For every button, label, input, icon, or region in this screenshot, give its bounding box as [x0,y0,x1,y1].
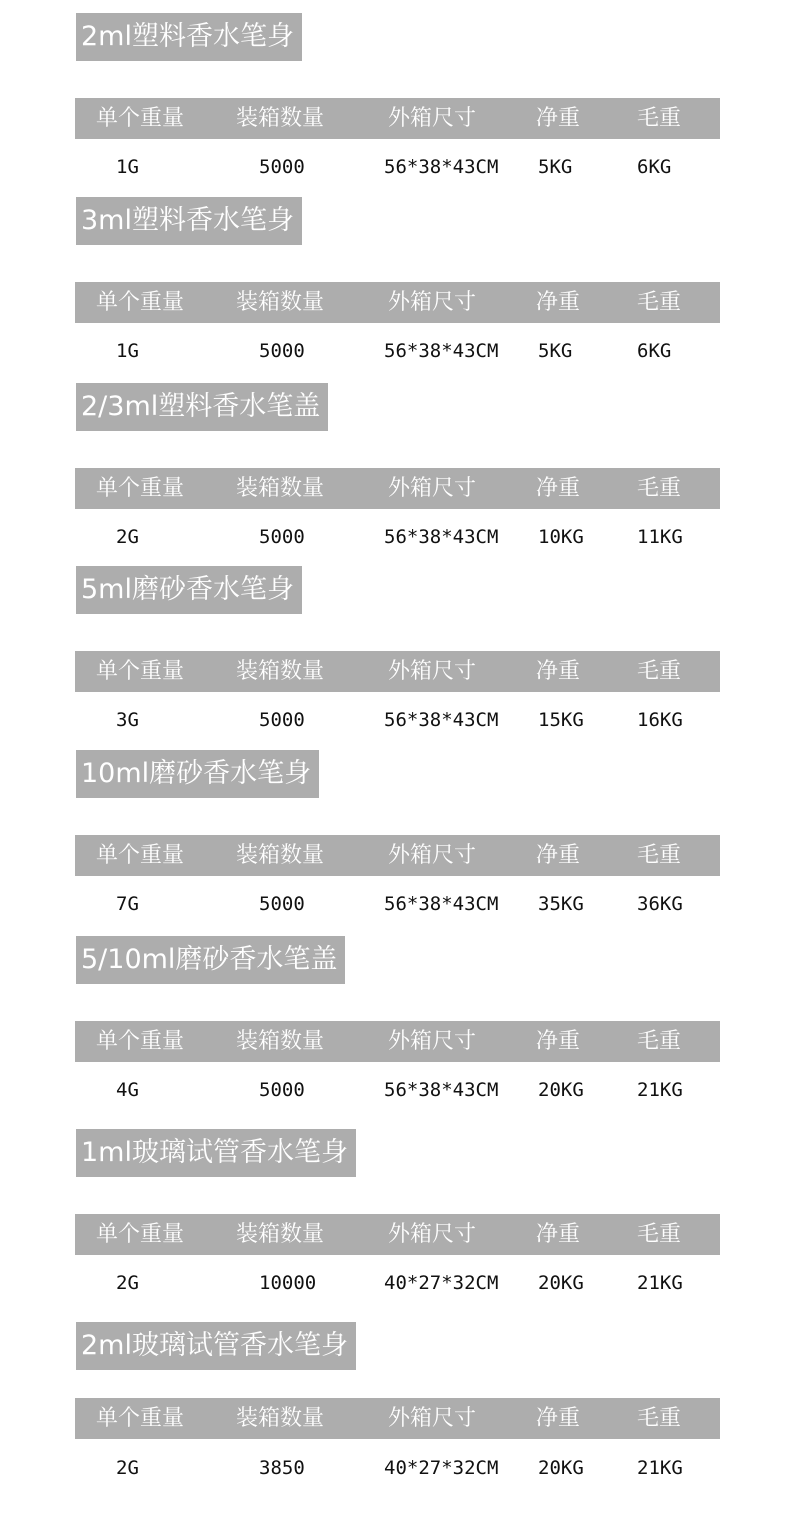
cell-box-quantity: 5000 [259,1079,305,1101]
cell-carton-size: 56*38*43CM [384,1079,499,1101]
cell-gross-weight: 21KG [637,1457,683,1479]
header-unit-weight: 单个重量 [96,1406,185,1431]
cell-net-weight: 35KG [538,893,584,915]
cell-carton-size: 40*27*32CM [384,1272,499,1294]
header-unit-weight: 单个重量 [96,476,185,501]
header-carton-size: 外箱尺寸 [388,1029,477,1054]
cell-box-quantity: 5000 [259,893,305,915]
header-carton-size: 外箱尺寸 [388,843,477,868]
cell-box-quantity: 5000 [259,709,305,731]
cell-gross-weight: 16KG [637,709,683,731]
header-box-quantity: 装箱数量 [236,106,325,131]
cell-box-quantity: 5000 [259,340,305,362]
header-net-weight: 净重 [536,1406,581,1431]
header-unit-weight: 单个重量 [96,290,185,315]
cell-net-weight: 20KG [538,1457,584,1479]
header-gross-weight: 毛重 [637,1406,682,1431]
header-box-quantity: 装箱数量 [236,290,325,315]
cell-net-weight: 15KG [538,709,584,731]
table-header-row [75,1021,720,1062]
cell-unit-weight: 7G [116,893,139,915]
header-box-quantity: 装箱数量 [236,1406,325,1431]
cell-net-weight: 10KG [538,526,584,548]
header-unit-weight: 单个重量 [96,843,185,868]
table-header-row [75,1398,720,1439]
cell-gross-weight: 36KG [637,893,683,915]
header-carton-size: 外箱尺寸 [388,106,477,131]
header-gross-weight: 毛重 [637,290,682,315]
header-gross-weight: 毛重 [637,659,682,684]
cell-carton-size: 56*38*43CM [384,340,499,362]
header-net-weight: 净重 [536,843,581,868]
table-row [75,513,720,561]
section-title: 2/3ml塑料香水笔盖 [76,383,328,431]
section-title: 5/10ml磨砂香水笔盖 [76,936,345,984]
header-box-quantity: 装箱数量 [236,1029,325,1054]
header-carton-size: 外箱尺寸 [388,659,477,684]
cell-carton-size: 56*38*43CM [384,526,499,548]
cell-carton-size: 40*27*32CM [384,1457,499,1479]
cell-carton-size: 56*38*43CM [384,893,499,915]
section-title: 10ml磨砂香水笔身 [76,750,319,798]
table-row [75,1444,720,1492]
table-row [75,1066,720,1114]
cell-box-quantity: 10000 [259,1272,317,1294]
header-gross-weight: 毛重 [637,1222,682,1247]
cell-net-weight: 5KG [538,156,573,178]
cell-unit-weight: 2G [116,1272,139,1294]
cell-net-weight: 20KG [538,1079,584,1101]
header-net-weight: 净重 [536,106,581,131]
header-unit-weight: 单个重量 [96,1029,185,1054]
cell-net-weight: 5KG [538,340,573,362]
table-header-row [75,468,720,509]
header-gross-weight: 毛重 [637,1029,682,1054]
cell-box-quantity: 3850 [259,1457,305,1479]
section-title: 3ml塑料香水笔身 [76,197,302,245]
table-header-row [75,651,720,692]
cell-gross-weight: 11KG [637,526,683,548]
header-box-quantity: 装箱数量 [236,659,325,684]
header-carton-size: 外箱尺寸 [388,476,477,501]
cell-unit-weight: 4G [116,1079,139,1101]
header-gross-weight: 毛重 [637,476,682,501]
cell-unit-weight: 1G [116,340,139,362]
table-row [75,1259,720,1307]
section-title: 1ml玻璃试管香水笔身 [76,1129,356,1177]
table-header-row [75,282,720,323]
header-gross-weight: 毛重 [637,106,682,131]
header-net-weight: 净重 [536,476,581,501]
table-header-row [75,98,720,139]
cell-unit-weight: 1G [116,156,139,178]
cell-box-quantity: 5000 [259,526,305,548]
table-header-row [75,1214,720,1255]
cell-box-quantity: 5000 [259,156,305,178]
cell-gross-weight: 6KG [637,340,672,362]
header-gross-weight: 毛重 [637,843,682,868]
header-net-weight: 净重 [536,290,581,315]
header-net-weight: 净重 [536,1222,581,1247]
header-unit-weight: 单个重量 [96,106,185,131]
section-title: 2ml塑料香水笔身 [76,13,302,61]
table-row [75,327,720,375]
cell-gross-weight: 21KG [637,1079,683,1101]
header-unit-weight: 单个重量 [96,659,185,684]
header-box-quantity: 装箱数量 [236,476,325,501]
cell-gross-weight: 6KG [637,156,672,178]
section-title: 2ml玻璃试管香水笔身 [76,1322,356,1370]
cell-carton-size: 56*38*43CM [384,709,499,731]
header-carton-size: 外箱尺寸 [388,1406,477,1431]
header-carton-size: 外箱尺寸 [388,1222,477,1247]
header-net-weight: 净重 [536,659,581,684]
table-row [75,696,720,744]
header-box-quantity: 装箱数量 [236,1222,325,1247]
cell-gross-weight: 21KG [637,1272,683,1294]
table-row [75,880,720,928]
table-header-row [75,835,720,876]
cell-unit-weight: 2G [116,1457,139,1479]
cell-net-weight: 20KG [538,1272,584,1294]
header-box-quantity: 装箱数量 [236,843,325,868]
section-title: 5ml磨砂香水笔身 [76,566,302,614]
cell-unit-weight: 2G [116,526,139,548]
table-row [75,143,720,191]
cell-unit-weight: 3G [116,709,139,731]
header-net-weight: 净重 [536,1029,581,1054]
header-carton-size: 外箱尺寸 [388,290,477,315]
cell-carton-size: 56*38*43CM [384,156,499,178]
header-unit-weight: 单个重量 [96,1222,185,1247]
